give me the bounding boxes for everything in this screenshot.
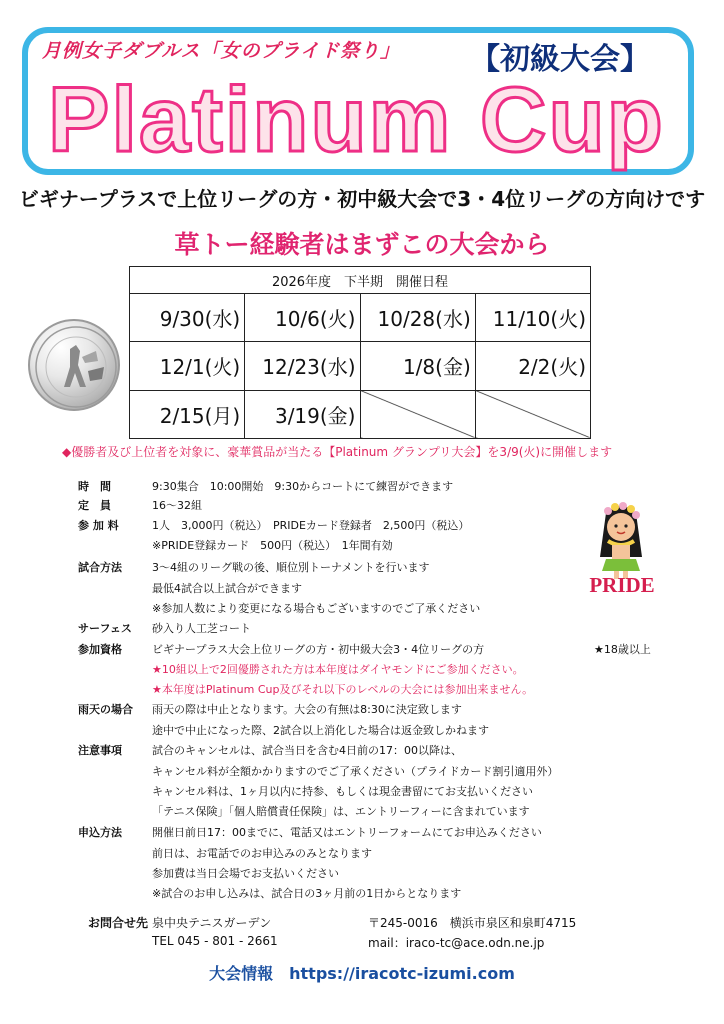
surface-label: サーフェス <box>78 622 132 635</box>
apply-label: 申込方法 <box>78 826 122 839</box>
level-label: 【初級大会】 <box>470 42 650 77</box>
format-label: 試合方法 <box>78 561 122 574</box>
recommendation-tagline: 草トー経験者はまずこの大会から <box>174 230 550 259</box>
apply-line: 開催日前日17：00までに、電話又はエントリーフォームにてお申込みください <box>152 826 542 839</box>
rain-line: 途中で中止になった際、2試合以上消化した場合は返金致しかねます <box>152 724 489 737</box>
schedule-date: 1/8(金) <box>360 342 475 390</box>
schedule-date: 2/15(月) <box>130 390 245 438</box>
rain-line: 雨天の際は中止となります。大会の有無は8:30に決定致します <box>152 703 462 716</box>
time-label: 時 間 <box>78 480 111 493</box>
schedule-empty-cell <box>360 390 475 438</box>
schedule-date: 10/28(水) <box>360 294 475 342</box>
event-subtitle: 月例女子ダブルス「女のプライド祭り」 <box>42 40 401 62</box>
fee-value: 1人 3,000円（税込） PRIDEカード登録者 2,500円（税込） <box>152 519 470 532</box>
contact-label: お問合せ先 <box>88 916 149 930</box>
caution-line: キャンセル料は、1ヶ月以内に持参、もしくは現金書留にてお支払いください <box>152 785 533 798</box>
schedule-date: 12/23(水) <box>245 342 360 390</box>
surface-value: 砂入り人工芝コート <box>152 622 251 635</box>
schedule-heading: 2026年度 下半期 開催日程 <box>130 267 591 294</box>
capacity-value: 16～32組 <box>152 499 202 512</box>
qualification-value: ビギナープラス大会上位リーグの方・初中級大会3・4位リーグの方 <box>152 643 485 656</box>
rain-label: 雨天の場合 <box>78 703 133 716</box>
format-line: 最低4試合以上試合ができます <box>152 582 302 595</box>
pride-mascot-icon <box>578 497 664 603</box>
capacity-label: 定 員 <box>78 499 111 512</box>
format-line: 3～4組のリーグ戦の後、順位別トーナメントを行います <box>152 561 430 574</box>
caution-line: キャンセル料が全額かかりますのでご了承ください（プライドカード割引適用外） <box>152 765 559 778</box>
caution-line: 「テニス保険」「個人賠償責任保険」は、エントリーフィーに含まれています <box>152 805 530 818</box>
apply-line: 前日は、お電話でのお申込みのみとなります <box>152 847 372 860</box>
qualification-warning: ★10組以上で2回優勝された方は本年度はダイヤモンドにご参加ください。 <box>152 663 524 676</box>
schedule-date: 12/1(火) <box>130 342 245 390</box>
apply-line: 参加費は当日会場でお支払いください <box>152 867 339 880</box>
contact-email: mail：iraco-tc@ace.odn.ne.jp <box>368 936 545 950</box>
caution-label: 注意事項 <box>78 744 122 757</box>
age-requirement: ★18歳以上 <box>594 643 651 656</box>
schedule-date: 3/19(金) <box>245 390 360 438</box>
format-line: ※参加人数により変更になる場合もございますのでご了承ください <box>152 602 481 615</box>
contact-name: 泉中央テニスガーデン <box>152 916 272 930</box>
page-title: Platinum Cup <box>48 69 665 171</box>
schedule-date: 10/6(火) <box>245 294 360 342</box>
schedule-date: 2/2(火) <box>475 342 590 390</box>
fee-label: 参 加 料 <box>78 519 119 532</box>
platinum-coin-icon <box>28 319 120 411</box>
qualification-warning: ★本年度はPlatinum Cup及びそれ以下のレベルの大会には参加出来ません。 <box>152 683 534 696</box>
apply-line: ※試合のお申し込みは、試合日の3ヶ月前の1日からとなります <box>152 887 462 900</box>
schedule-empty-cell <box>475 390 590 438</box>
fee-note: ※PRIDE登録カード 500円（税込） 1年間有効 <box>152 539 393 552</box>
schedule-date: 9/30(水) <box>130 294 245 342</box>
contact-address: 〒245-0016 横浜市泉区和泉町4715 <box>368 916 577 930</box>
pride-badge-text: PRIDE <box>589 573 655 597</box>
time-value: 9:30集合 10:00開始 9:30からコートにて練習ができます <box>152 480 454 493</box>
contact-phone: TEL 045 - 801 - 2661 <box>152 934 278 948</box>
grand-prix-notice: ◆優勝者及び上位者を対象に、豪華賞品が当たる【Platinum グランプリ大会】を3/9(火)に開催します <box>62 445 613 459</box>
schedule-date: 11/10(火) <box>475 294 590 342</box>
qualification-label: 参加資格 <box>78 643 122 656</box>
schedule-table <box>129 266 591 439</box>
target-description: ビギナープラスで上位リーグの方・初中級大会で3・4位リーグの方向けです <box>18 187 706 211</box>
event-info-link[interactable]: 大会情報 https://iracotc-izumi.com <box>209 964 515 983</box>
caution-line: 試合のキャンセルは、試合当日を含む4日前の17：00以降は、 <box>152 744 462 757</box>
